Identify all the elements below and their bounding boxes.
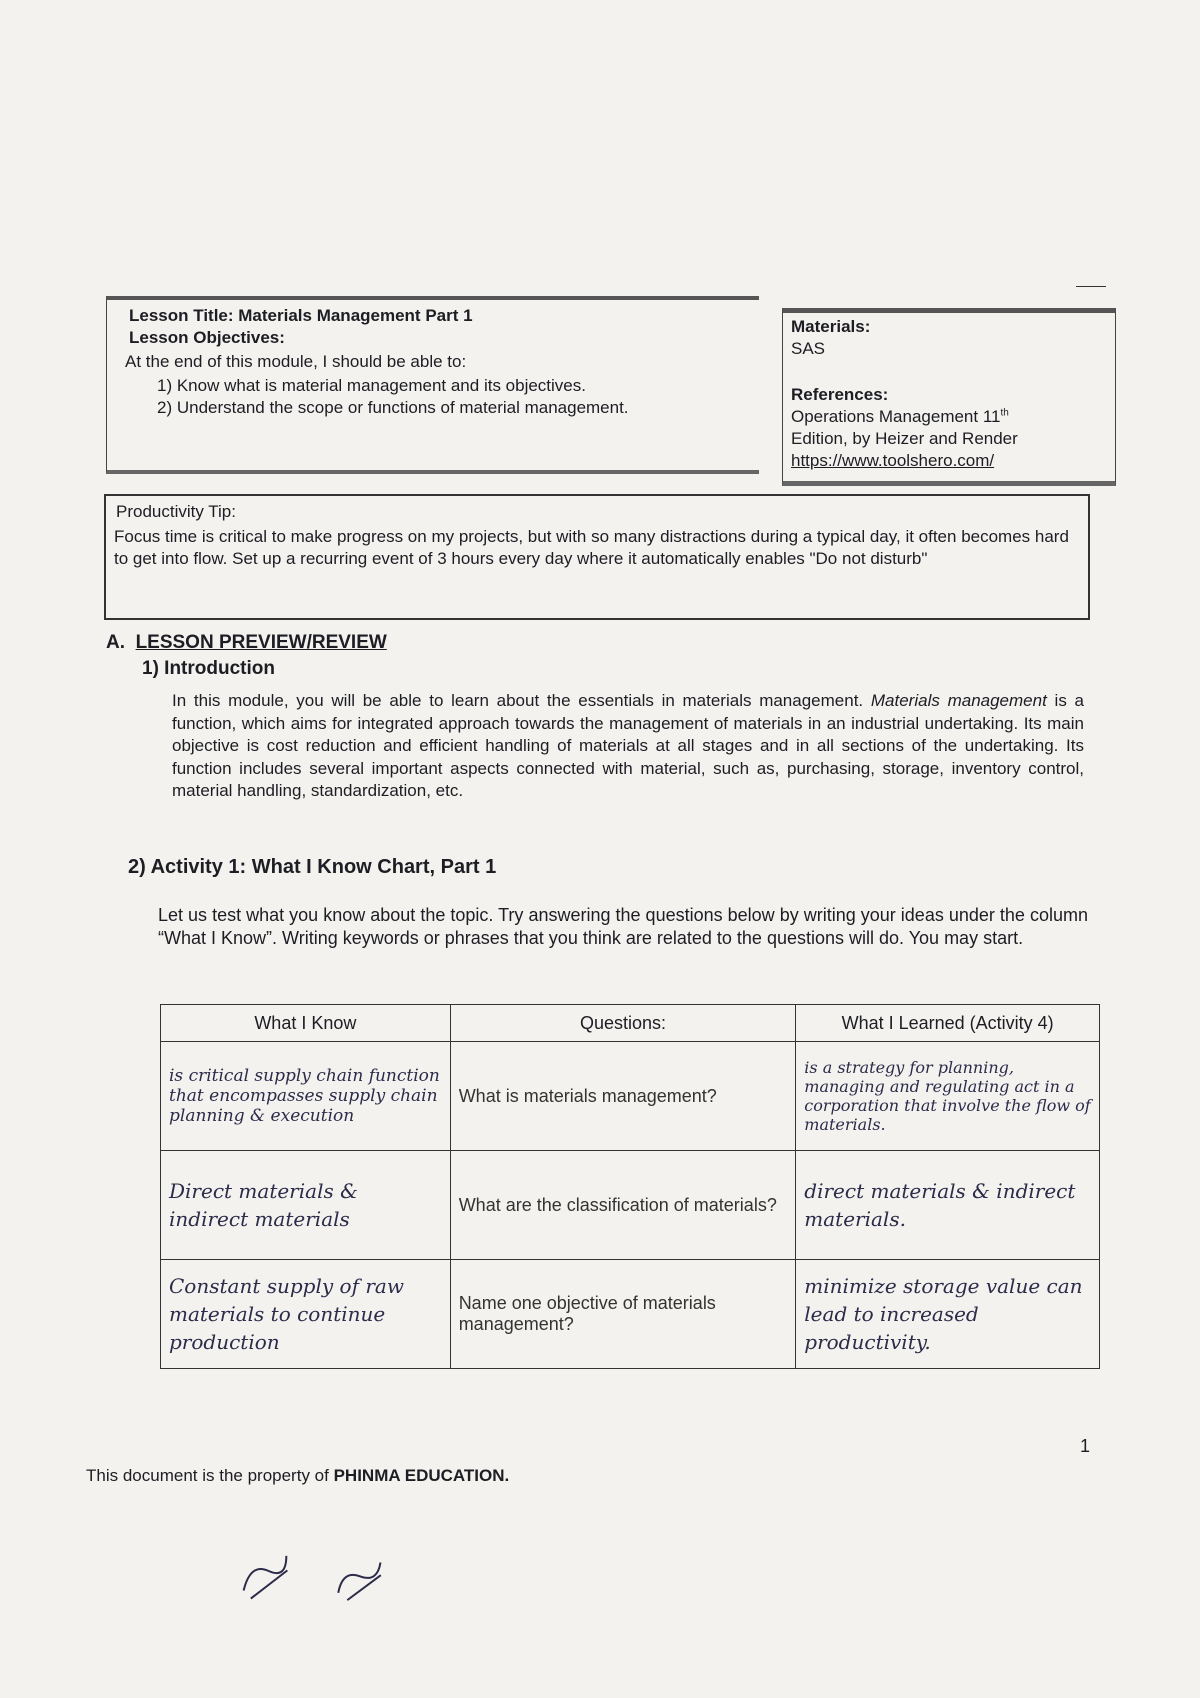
learned-answer[interactable]: direct materials & indirect materials. [796,1151,1100,1260]
reference-line [791,407,1009,427]
scribble-mark [230,1543,301,1605]
section-marker: A. [106,632,125,653]
reference-edition: Edition, by Heizer and Render [791,429,1018,448]
references-label: References: [791,385,889,404]
question-cell: Name one objective of materials management? [450,1260,796,1369]
column-header-learned: What I Learned (Activity 4) [796,1005,1100,1042]
handwritten-scribble [326,1551,397,1613]
footer-owner: PHINMA EDUCATION. [333,1466,510,1485]
question-cell: What are the classification of materials? [450,1151,796,1260]
activity-heading: 2) Activity 1: What I Know Chart, Part 1 [128,856,497,878]
reference-sup: th [1000,407,1009,419]
table-row [161,1260,1100,1369]
intro-term: Materials management [870,691,1047,710]
know-answer[interactable]: Constant supply of raw materials to continue production [161,1260,451,1369]
reference-book: Operations Management 11 [791,407,1001,426]
tip-label: Productivity Tip: [116,502,236,521]
intro-text-1: In this module, you will be able to learn about the essentials in materials management. [172,691,864,710]
lesson-title: Lesson Title: Materials Management Part 1 [129,306,473,325]
objectives-label: Lesson Objectives: [129,328,285,347]
productivity-tip-box [104,494,1090,620]
section-a-heading [106,632,387,654]
introduction-heading: 1) Introduction [142,658,275,679]
introduction-paragraph [172,690,1084,803]
intro-text-2: is a function, which aims for integrated approach towards the management of materials in an industrial undertaking. Its main objective is cost reduction and efficient handling of materials at all stages and in all sections of the undertaking. Its function includes several important aspects connected with material, such as, purchasing, storage, inventory control, material handling, standardization, etc. [172,691,1084,800]
materials-label: Materials: [791,317,871,336]
table-row [161,1042,1100,1151]
question-cell: What is materials management? [450,1042,796,1151]
column-header-questions: Questions: [450,1005,796,1042]
table-row [161,1151,1100,1260]
section-title: LESSON PREVIEW/REVIEW [135,632,387,653]
tip-text: Focus time is critical to make progress on my projects, but with so many distractions during a typical day, it often becomes hard to get into flow. Set up a recurring event of 3 hours every day where it automatically enables "Do not disturb" [114,527,1069,568]
scribble-mark [326,1551,396,1609]
learned-answer[interactable]: is a strategy for planning, managing and regulating act in a corporation that involve the flow of materials. [796,1042,1100,1151]
objective-item: 2) Understand the scope or functions of material management. [157,398,629,417]
materials-value: SAS [791,339,826,358]
activity-instructions: Let us test what you know about the topic. Try answering the questions below by writing your ideas under the column “What I Know”. Writing keywords or phrases that you think are related to the questions will do. You may start. [158,905,1088,948]
learned-answer[interactable]: minimize storage value can lead to increased productivity. [796,1260,1100,1369]
table-header-row [161,1005,1100,1042]
what-i-know-chart [160,1004,1100,1369]
objective-item: 1) Know what is material management and its objectives. [157,376,586,395]
handwritten-scribble [230,1543,303,1609]
know-answer[interactable]: is critical supply chain function that encompasses supply chain planning & execution [161,1042,451,1151]
footer-notice [86,1466,509,1486]
know-answer[interactable]: Direct materials & indirect materials [161,1151,451,1260]
divider [1076,286,1106,287]
reference-link[interactable]: https://www.toolshero.com/ [791,451,995,470]
materials-box [782,308,1116,486]
lesson-info-box [106,296,759,474]
footer-text: This document is the property of [86,1466,329,1485]
objectives-intro: At the end of this module, I should be able to: [125,352,467,371]
column-header-know: What I Know [161,1005,451,1042]
page-number: 1 [1080,1436,1091,1456]
